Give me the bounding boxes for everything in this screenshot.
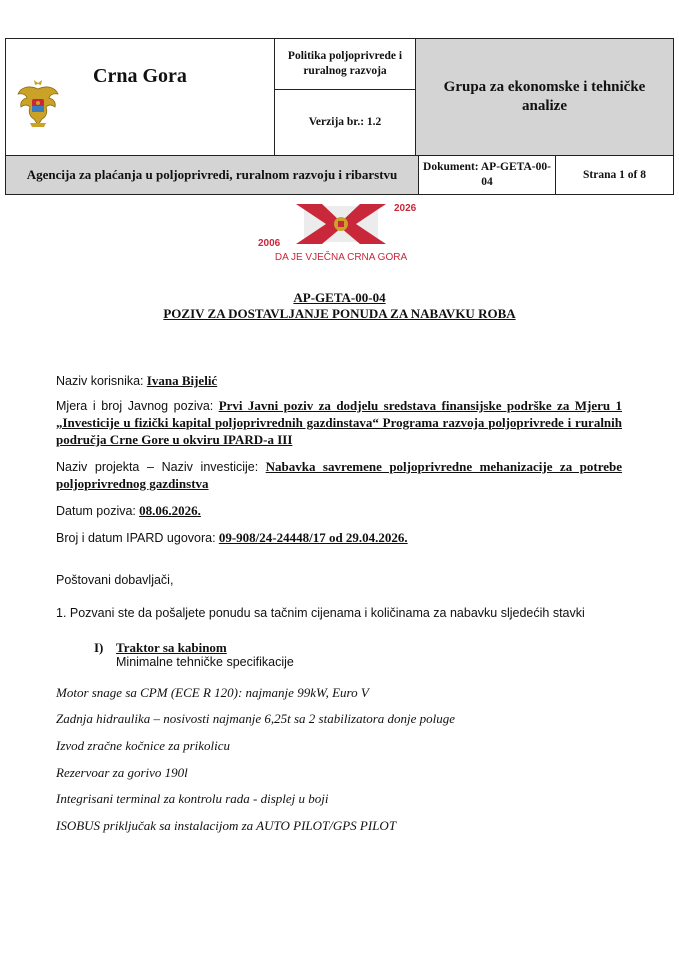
group-cell: Grupa za ekonomske i tehničke analize [416, 39, 674, 156]
spec-line: Izvod zračne kočnice za prikolicu [56, 738, 231, 753]
item-name: Traktor sa kabinom [116, 640, 227, 655]
version-cell: Verzija br.: 1.2 [275, 90, 416, 156]
date-label: Datum poziva: [56, 504, 136, 518]
point-1: 1. Pozvani ste da pošaljete ponudu sa tačnim cijenama i količinama za nabavku sljedećih stavki [56, 606, 585, 620]
policy-cell: Politika poljoprivrede i ruralnog razvoja [275, 39, 416, 90]
contract-field [56, 530, 622, 547]
spec-line: Motor snage sa CPM (ECE R 120): najmanje 99kW, Euro V [56, 685, 369, 700]
agency-cell: Agencija za plaćanja u poljoprivredi, ruralnom razvoju i ribarstvu [6, 156, 419, 195]
document-header-table [5, 38, 674, 156]
beneficiary-label: Naziv korisnika: [56, 374, 144, 388]
spec-line: Rezervoar za gorivo 190l [56, 765, 188, 780]
beneficiary-value: Ivana Bijelić [146, 373, 218, 388]
spec-line: ISOBUS priključak sa instalacijom za AUTO PILOT/GPS PILOT [56, 818, 397, 833]
measure-value: Prvi Javni poziv za dodjelu sredstava finansijske podrške za Mjeru 1 „Investicije u fizički kapital poljoprivrednih gazdinstava“ Programa razvoja poljoprivrede i ruralnih područja Crne Gore u okviru IPARD-a III [56, 398, 622, 447]
anniversary-logo [248, 200, 434, 268]
item-number: I) [94, 640, 104, 655]
logo-year-start: 2006 [258, 238, 281, 249]
contract-label: Broj i datum IPARD ugovora: [56, 531, 216, 545]
document-subtitle: POZIV ZA DOSTAVLJANJE PONUDA ZA NABAVKU ROBA [163, 306, 516, 321]
agency-row-table [5, 155, 674, 195]
measure-field [56, 398, 622, 449]
contract-value: 09-908/24-24448/17 od 29.04.2026. [218, 530, 408, 545]
spec-line: Zadnja hidraulika – nosivosti najmanje 6,25t sa 2 stabilizatora donje poluge [56, 711, 456, 726]
project-field [56, 459, 622, 493]
measure-label: Mjera i broj Javnog poziva: [56, 399, 214, 413]
country-cell [6, 39, 275, 156]
project-label: Naziv projekta – Naziv investicije: [56, 460, 259, 474]
date-field [56, 503, 622, 520]
greeting: Poštovani dobavljači, [56, 573, 174, 587]
item-spec-heading: Minimalne tehničke specifikacije [116, 655, 294, 669]
project-value: Nabavka savremene poljoprivredne mehanizacije za potrebe poljoprivrednog gazdinstva [56, 459, 622, 491]
spec-line: Integrisani terminal za kontrolu rada - displej u boji [56, 791, 329, 806]
page-cell: Strana 1 of 8 [556, 156, 674, 195]
document-cell: Dokument: AP-GETA-00-04 [419, 156, 556, 195]
beneficiary-field [56, 373, 622, 390]
logo-slogan: DA JE VJEČNA CRNA GORA [274, 252, 408, 263]
date-value: 08.06.2026. [139, 503, 201, 518]
logo-year-end: 2026 [394, 203, 417, 214]
document-code-title: AP-GETA-00-04 [293, 290, 386, 305]
country-title: Crna Gora [93, 65, 187, 87]
